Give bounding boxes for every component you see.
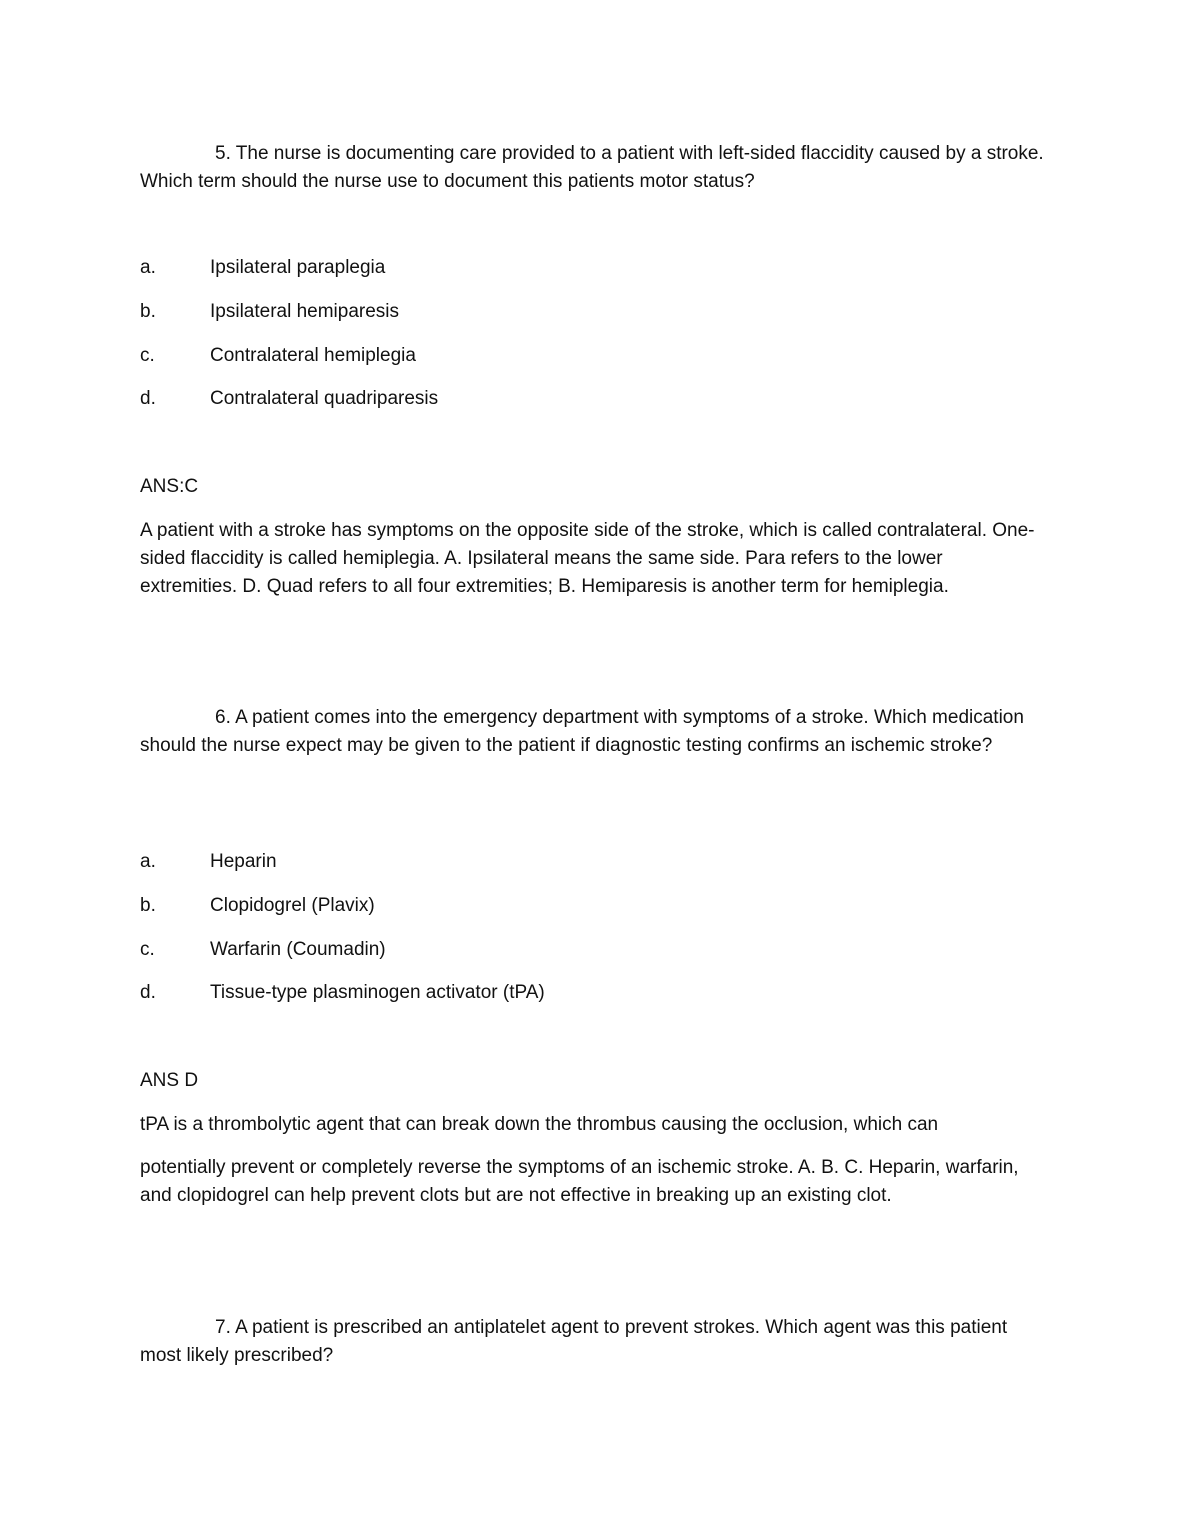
question-5-answer: [140, 473, 1045, 501]
option-text: Contralateral hemiplegia: [210, 345, 416, 366]
option-letter: b.: [140, 895, 156, 916]
option-text: Tissue-type plasminogen activator (tPA): [210, 982, 545, 1003]
option-text: Ipsilateral hemiparesis: [210, 301, 400, 322]
option-letter: c.: [140, 345, 155, 366]
rationale-text: A patient with a stroke has symptoms on the opposite side of the stroke, which is called contralateral. One-sided flaccidity is called hemiplegia. A. Ipsilateral means the same side. Para refers to the lower extremities. D. Quad refers to all four extremities; B. Hemiparesis is another term for hemiplegia.: [140, 520, 1035, 597]
option-text: Contralateral quadriparesis: [210, 388, 439, 409]
question-5-stem: 5. The nurse is documenting care provided to a patient with left-sided flaccidity caused by a stroke. Which term should the nurse use to document this patients motor status?: [140, 143, 1044, 192]
question-7: [140, 1314, 1045, 1370]
question-6-rationale-line-1: [140, 1111, 1045, 1139]
question-5-rationale: [140, 517, 1040, 601]
option-letter: a.: [140, 851, 156, 872]
answer-label: ANS D: [140, 1070, 199, 1091]
option-text: Ipsilateral paraplegia: [210, 257, 386, 278]
question-5: [140, 140, 1045, 196]
option-text: Heparin: [210, 851, 277, 872]
rationale-text: tPA is a thrombolytic agent that can break down the thrombus causing the occlusion, which can: [140, 1114, 939, 1135]
answer-label: ANS:C: [140, 476, 199, 497]
question-7-stem: 7. A patient is prescribed an antiplatelet agent to prevent strokes. Which agent was this patient most likely prescribed?: [140, 1317, 1008, 1366]
option-letter: b.: [140, 301, 156, 322]
option-letter: c.: [140, 939, 155, 960]
question-6-rationale-line-2: [140, 1154, 1020, 1210]
option-letter: a.: [140, 257, 156, 278]
rationale-text: potentially prevent or completely reverse the symptoms of an ischemic stroke. A. B. C. Heparin, warfarin, and clopidogrel can help prevent clots but are not effective in breaking up an existing clot.: [140, 1157, 1019, 1206]
option-letter: d.: [140, 982, 156, 1003]
question-6: [140, 704, 1045, 760]
question-6-stem: 6. A patient comes into the emergency department with symptoms of a stroke. Which medication should the nurse expect may be given to the patient if diagnostic testing confirms an ischemic stroke?: [140, 707, 1024, 756]
question-6-answer: [140, 1067, 1045, 1095]
option-text: Warfarin (Coumadin): [210, 939, 386, 960]
option-text: Clopidogrel (Plavix): [210, 895, 375, 916]
option-letter: d.: [140, 388, 156, 409]
